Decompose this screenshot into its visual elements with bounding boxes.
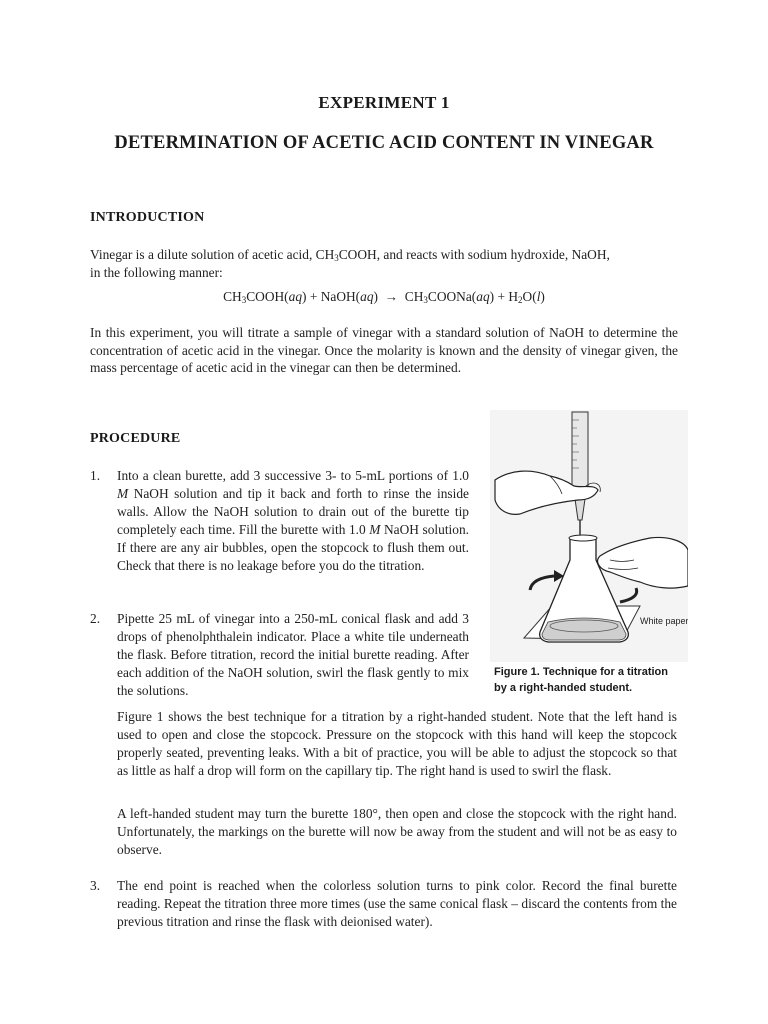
eq-part: O(	[522, 289, 537, 304]
molarity-symbol: M	[117, 486, 129, 501]
subscript: 3	[334, 253, 339, 263]
figure-caption	[494, 664, 694, 696]
eq-part: COONa(	[427, 289, 477, 304]
step-text-part: Into a clean burette, add 3 successive 3- to 5-mL portions of 1.0	[117, 468, 469, 483]
intro-paragraph-2: In this experiment, you will titrate a sample of vinegar with a standard solution of NaOH to determine the concentration of acetic acid in the vinegar. Once the molarity is known and the density of vinegar given, the mass percentage of acetic acid in the vinegar can then be determined.	[90, 325, 678, 376]
figure-explanation-paragraph: Figure 1 shows the best technique for a titration by a right-handed student. Note that the left hand is used to open and close the stopcock. Pressure on the stopcock with this hand will keep the stopcock properly seated, preventing leaks. With a bit of practice, you will be able to adjust the stopcock so that as little as half a drop will form on the capillary tip. The right hand is used to swirl the flask.	[117, 709, 677, 778]
intro-text-b: COOH, and reacts with sodium hydroxide, NaOH,	[338, 247, 610, 262]
eq-part: CH	[223, 289, 242, 304]
eq-part: )	[540, 289, 545, 304]
eq-state: aq	[360, 289, 374, 304]
intro-paragraph-1	[90, 246, 678, 281]
intro-text-c: in the following manner:	[90, 264, 223, 280]
eq-state: aq	[476, 289, 490, 304]
left-handed-paragraph: A left-handed student may turn the burette 180°, then open and close the stopcock with the right hand. Unfortunately, the markings on the burette will now be away from the student and will not be as easy to observe.	[117, 806, 677, 857]
reaction-arrow: →	[384, 289, 399, 304]
eq-part: ) + H	[489, 289, 519, 304]
step-text-part: NaOH solution. If there are any air bubbles, open the stopcock to flush them out. Check that there is no leakage before you do the titration.	[117, 522, 469, 573]
subscript: 2	[518, 295, 523, 305]
document-title: DETERMINATION OF ACETIC ACID CONTENT IN VINEGAR	[114, 133, 654, 153]
chemical-equation	[0, 289, 768, 305]
step-text: Pipette 25 mL of vinegar into a 250-mL conical flask and add 3 drops of phenolphthalein indicator. Place a white tile underneath the flask. Before titration, record the initial burette reading. After each addition of the NaOH solution, swirl the flask gently to mix the solutions.	[117, 611, 469, 698]
white-paper-label: White paper	[640, 616, 688, 626]
subscript: 3	[241, 295, 247, 305]
eq-part: COOH(	[246, 289, 289, 304]
eq-part: ) + NaOH(	[302, 289, 361, 304]
eq-state: l	[536, 289, 541, 304]
eq-part: CH	[404, 289, 424, 304]
caption-line-1: Figure 1. Technique for a titration	[494, 666, 668, 678]
molarity-symbol: M	[369, 522, 381, 537]
eq-part: )	[373, 289, 378, 304]
step-number: 1.	[90, 468, 101, 483]
titration-figure	[490, 410, 688, 662]
step-number: 2.	[90, 611, 101, 626]
procedure-heading: PROCEDURE	[90, 431, 181, 446]
subscript: 3	[423, 295, 428, 305]
intro-text-a: Vinegar is a dilute solution of acetic acid, CH	[90, 247, 335, 262]
titration-illustration	[490, 410, 688, 662]
eq-state: aq	[288, 289, 303, 304]
step-text	[117, 467, 469, 575]
step-text-part: NaOH solution and tip it back and forth to rinse the inside walls. Allow the NaOH solution to drain out of the burette tip completely each time. Fill the burette with 1.0	[117, 486, 469, 537]
caption-line-2: by a right-handed student.	[494, 682, 633, 694]
introduction-heading: INTRODUCTION	[90, 210, 205, 225]
step-number: 3.	[90, 878, 101, 893]
step-text: The end point is reached when the colorless solution turns to pink color. Record the final burette reading. Repeat the titration three more times (use the same conical flask – discard the contents from the previous titration and rinse the flask with deionised water).	[117, 878, 677, 929]
experiment-number: EXPERIMENT 1	[318, 93, 450, 112]
